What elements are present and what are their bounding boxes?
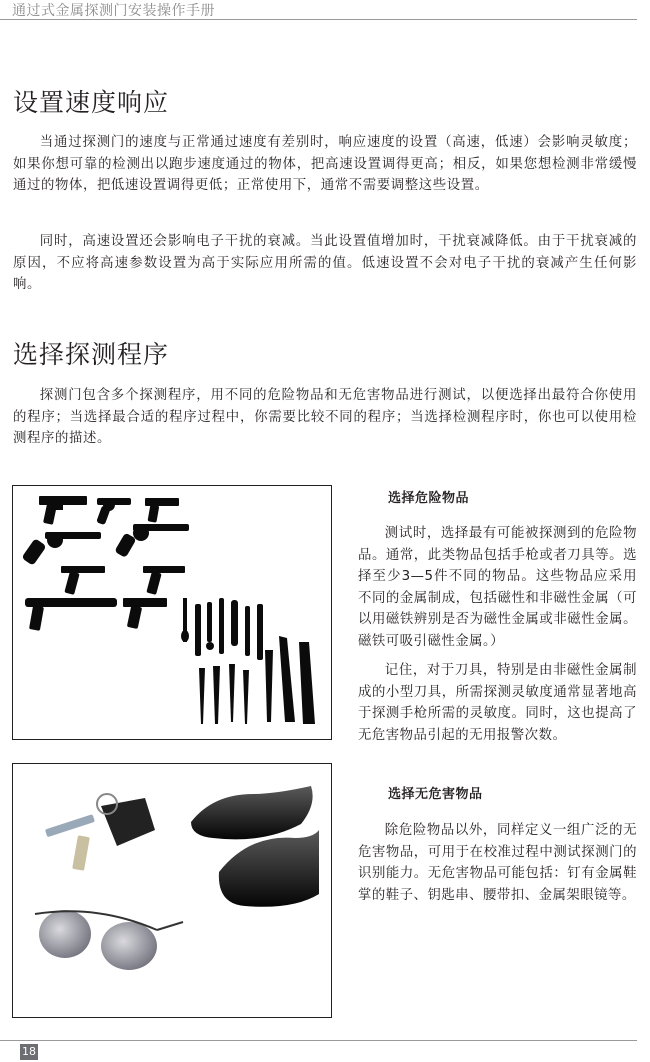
weapons-silhouettes bbox=[13, 486, 332, 740]
section-heading-detection-program: 选择探测程序 bbox=[13, 340, 170, 369]
header-divider bbox=[0, 19, 637, 20]
paragraph-dangerous-2: 记住，对于刀具，特别是由非磁性金属制成的小型刀具，所需探测灵敏度通常显著地高于探测手枪所需的灵敏度。同时，这也提高了无危害物品引起的无用报警次数。 bbox=[358, 663, 637, 743]
paragraph-dangerous-1: 测试时，选择最有可能被探测到的危险物品。通常，此类物品包括手枪或者刀具等。选择至少3—5件不同的物品。这些物品应采用不同的金属制成，包括磁性和非磁性金属（可以用磁铁辨别是否为磁性金属或非磁性金属。磁铁可吸引磁性金属。） bbox=[358, 526, 637, 649]
knife-icon bbox=[231, 600, 238, 646]
knife-icon bbox=[243, 670, 249, 724]
keys-icon bbox=[45, 794, 155, 871]
shoes-icon bbox=[191, 786, 319, 907]
knife-icon bbox=[195, 604, 201, 656]
knife-icon bbox=[206, 602, 214, 650]
knife-icon bbox=[213, 666, 220, 724]
weapons-image bbox=[12, 485, 332, 740]
subheading-harmless-items: 选择无危害物品 bbox=[388, 787, 483, 802]
harmless-items-illustration bbox=[13, 764, 332, 1018]
footer-divider bbox=[0, 1040, 637, 1041]
machete-icon bbox=[279, 636, 295, 722]
pistol-icon bbox=[123, 598, 167, 629]
pistol-icon bbox=[39, 496, 87, 525]
knife-icon bbox=[181, 598, 189, 642]
sunglasses-icon bbox=[35, 910, 183, 970]
pistol-icon bbox=[143, 566, 185, 595]
harmless-items-image bbox=[12, 763, 332, 1018]
paragraph-detection-program: 探测门包含多个探测程序，用不同的危险物品和无危害物品进行测试，以便选择出最符合你使用的程序；当选择最合适的程序过程中，你需要比较不同的程序；当选择检测程序时，你也可以使用检测程序的描述。 bbox=[13, 388, 637, 446]
knife-icon bbox=[199, 668, 205, 724]
knife-icon bbox=[229, 664, 235, 722]
knife-icon bbox=[245, 606, 250, 656]
pistol-icon bbox=[145, 498, 179, 523]
subheading-dangerous-items: 选择危险物品 bbox=[388, 491, 470, 506]
section-heading-speed-response: 设置速度响应 bbox=[13, 88, 170, 117]
revolver-icon bbox=[96, 498, 131, 525]
revolver-icon bbox=[114, 524, 189, 558]
knife-icon bbox=[265, 650, 273, 722]
page-number: 18 bbox=[22, 1045, 36, 1058]
paragraph-harmless: 除危险物品以外，同样定义一组广泛的无危害物品，可用于在校准过程中测试探测门的识别能力。无危害物品可能包括：钉有金属鞋掌的鞋子、钥匙串、腰带扣、金属架眼镜等。 bbox=[358, 823, 637, 903]
pistol-icon bbox=[61, 566, 105, 595]
knife-icon bbox=[219, 598, 224, 654]
running-header: 通过式金属探测门安装操作手册 bbox=[12, 3, 215, 19]
suppressed-pistol-icon bbox=[25, 598, 117, 631]
machete-icon bbox=[299, 642, 315, 724]
knife-icon bbox=[257, 604, 263, 660]
revolver-icon bbox=[21, 532, 101, 566]
paragraph-speed-2: 同时，高速设置还会影响电子干扰的衰减。当此设置值增加时，干扰衰减降低。由于干扰衰减的原因，不应将高速参数设置为高于实际应用所需的值。低速设置不会对电子干扰的衰减产生任何影响。 bbox=[13, 234, 637, 292]
paragraph-speed-1: 当通过探测门的速度与正常通过速度有差别时，响应速度的设置（高速，低速）会影响灵敏度；如果你想可靠的检测出以跑步速度通过的物体，把高速设置调得更高；相反，如果您想检测非常缓慢通过的物体，把低速设置调得更低；正常使用下，通常不需要调整这些设置。 bbox=[13, 135, 637, 193]
